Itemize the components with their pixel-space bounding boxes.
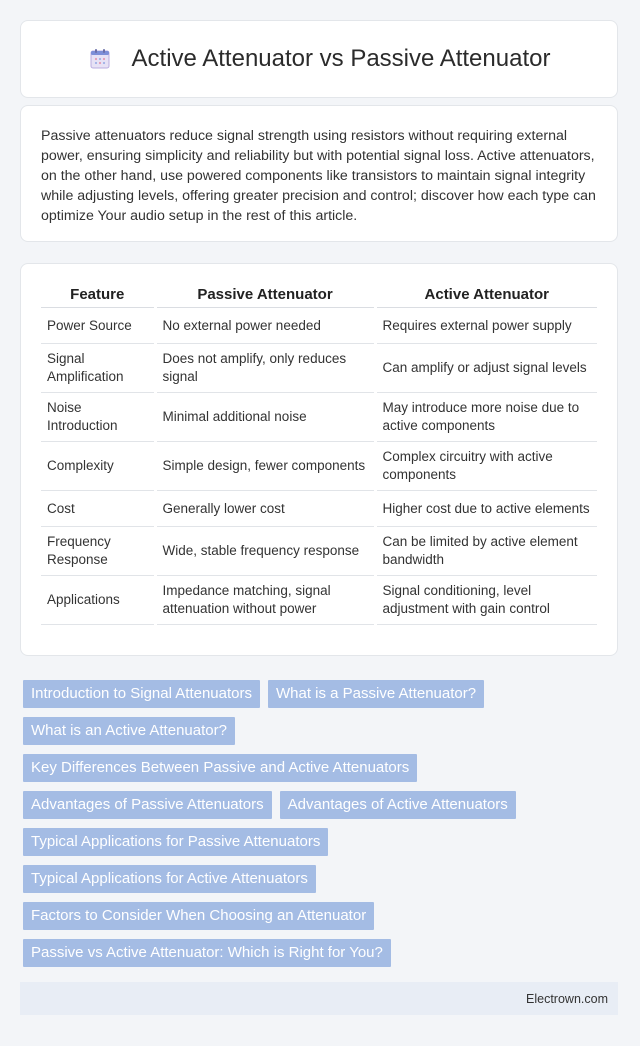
table-cell-feature: Signal Amplification <box>41 344 155 393</box>
table-cell-feature: Applications <box>41 576 155 625</box>
table-cell-passive: Impedance matching, signal attenuation without power <box>155 576 375 625</box>
link-introduction[interactable]: Introduction to Signal Attenuators <box>23 680 260 708</box>
link-row <box>23 754 623 782</box>
table-header-passive: Passive Attenuator <box>155 278 375 308</box>
table-header-feature: Feature <box>41 278 155 308</box>
table-cell-active: Higher cost due to active elements <box>375 491 597 527</box>
link-which-is-right[interactable]: Passive vs Active Attenuator: Which is Right for You? <box>23 939 391 967</box>
link-what-is-active[interactable]: What is an Active Attenuator? <box>23 717 235 745</box>
link-what-is-passive[interactable]: What is a Passive Attenuator? <box>268 680 484 708</box>
table-cell-active: May introduce more noise due to active components <box>375 393 597 442</box>
topic-links <box>23 680 623 976</box>
comparison-table-card <box>20 263 618 656</box>
table-cell-active: Requires external power supply <box>375 308 597 344</box>
table-row <box>41 393 597 442</box>
table-cell-feature: Complexity <box>41 442 155 491</box>
page-title: Active Attenuator vs Passive Attenuator <box>131 45 551 72</box>
table-cell-active: Can be limited by active element bandwidth <box>375 527 597 576</box>
table-row <box>41 308 597 344</box>
table-cell-passive: Simple design, fewer components <box>155 442 375 491</box>
table-cell-passive: Does not amplify, only reduces signal <box>155 344 375 393</box>
footer-brand[interactable]: Electrown.com <box>526 991 608 1006</box>
table-cell-active: Can amplify or adjust signal levels <box>375 344 597 393</box>
table-cell-active: Complex circuitry with active components <box>375 442 597 491</box>
intro-text: Passive attenuators reduce signal strength using resistors without requiring external power, ensuring simplicity and reliability but with potential signal loss. Active attenuators, on the other hand, use powered components like transistors to maintain signal integrity while adjusting levels, offering greater precision and control; discover how each type can optimize Your audio setup in the rest of this article. <box>41 128 596 224</box>
link-applications-active[interactable]: Typical Applications for Active Attenuators <box>23 865 316 893</box>
table-cell-passive: Minimal additional noise <box>155 393 375 442</box>
title-card <box>20 20 618 98</box>
table-row <box>41 527 597 576</box>
link-row <box>23 902 623 930</box>
table-row <box>41 491 597 527</box>
link-advantages-active[interactable]: Advantages of Active Attenuators <box>280 791 516 819</box>
table-cell-feature: Power Source <box>41 308 155 344</box>
link-row <box>23 828 623 856</box>
table-cell-feature: Cost <box>41 491 155 527</box>
table-cell-passive: No external power needed <box>155 308 375 344</box>
table-cell-passive: Wide, stable frequency response <box>155 527 375 576</box>
link-advantages-passive[interactable]: Advantages of Passive Attenuators <box>23 791 272 819</box>
footer <box>20 982 618 1015</box>
link-row <box>23 791 623 819</box>
link-row <box>23 865 623 893</box>
table-cell-feature: Noise Introduction <box>41 393 155 442</box>
table-row <box>41 576 597 625</box>
table-row <box>41 344 597 393</box>
link-row <box>23 680 623 708</box>
link-row <box>23 939 623 967</box>
table-cell-passive: Generally lower cost <box>155 491 375 527</box>
link-key-differences[interactable]: Key Differences Between Passive and Active Attenuators <box>23 754 417 782</box>
table-row <box>41 442 597 491</box>
link-factors[interactable]: Factors to Consider When Choosing an Attenuator <box>23 902 374 930</box>
table-cell-feature: Frequency Response <box>41 527 155 576</box>
table-cell-active: Signal conditioning, level adjustment with gain control <box>375 576 597 625</box>
link-applications-passive[interactable]: Typical Applications for Passive Attenuators <box>23 828 328 856</box>
table-header-active: Active Attenuator <box>375 278 597 308</box>
calendar-icon <box>88 47 112 71</box>
intro-card <box>20 105 618 242</box>
comparison-table <box>41 278 597 625</box>
table-header-row <box>41 278 597 308</box>
link-row <box>23 717 623 745</box>
